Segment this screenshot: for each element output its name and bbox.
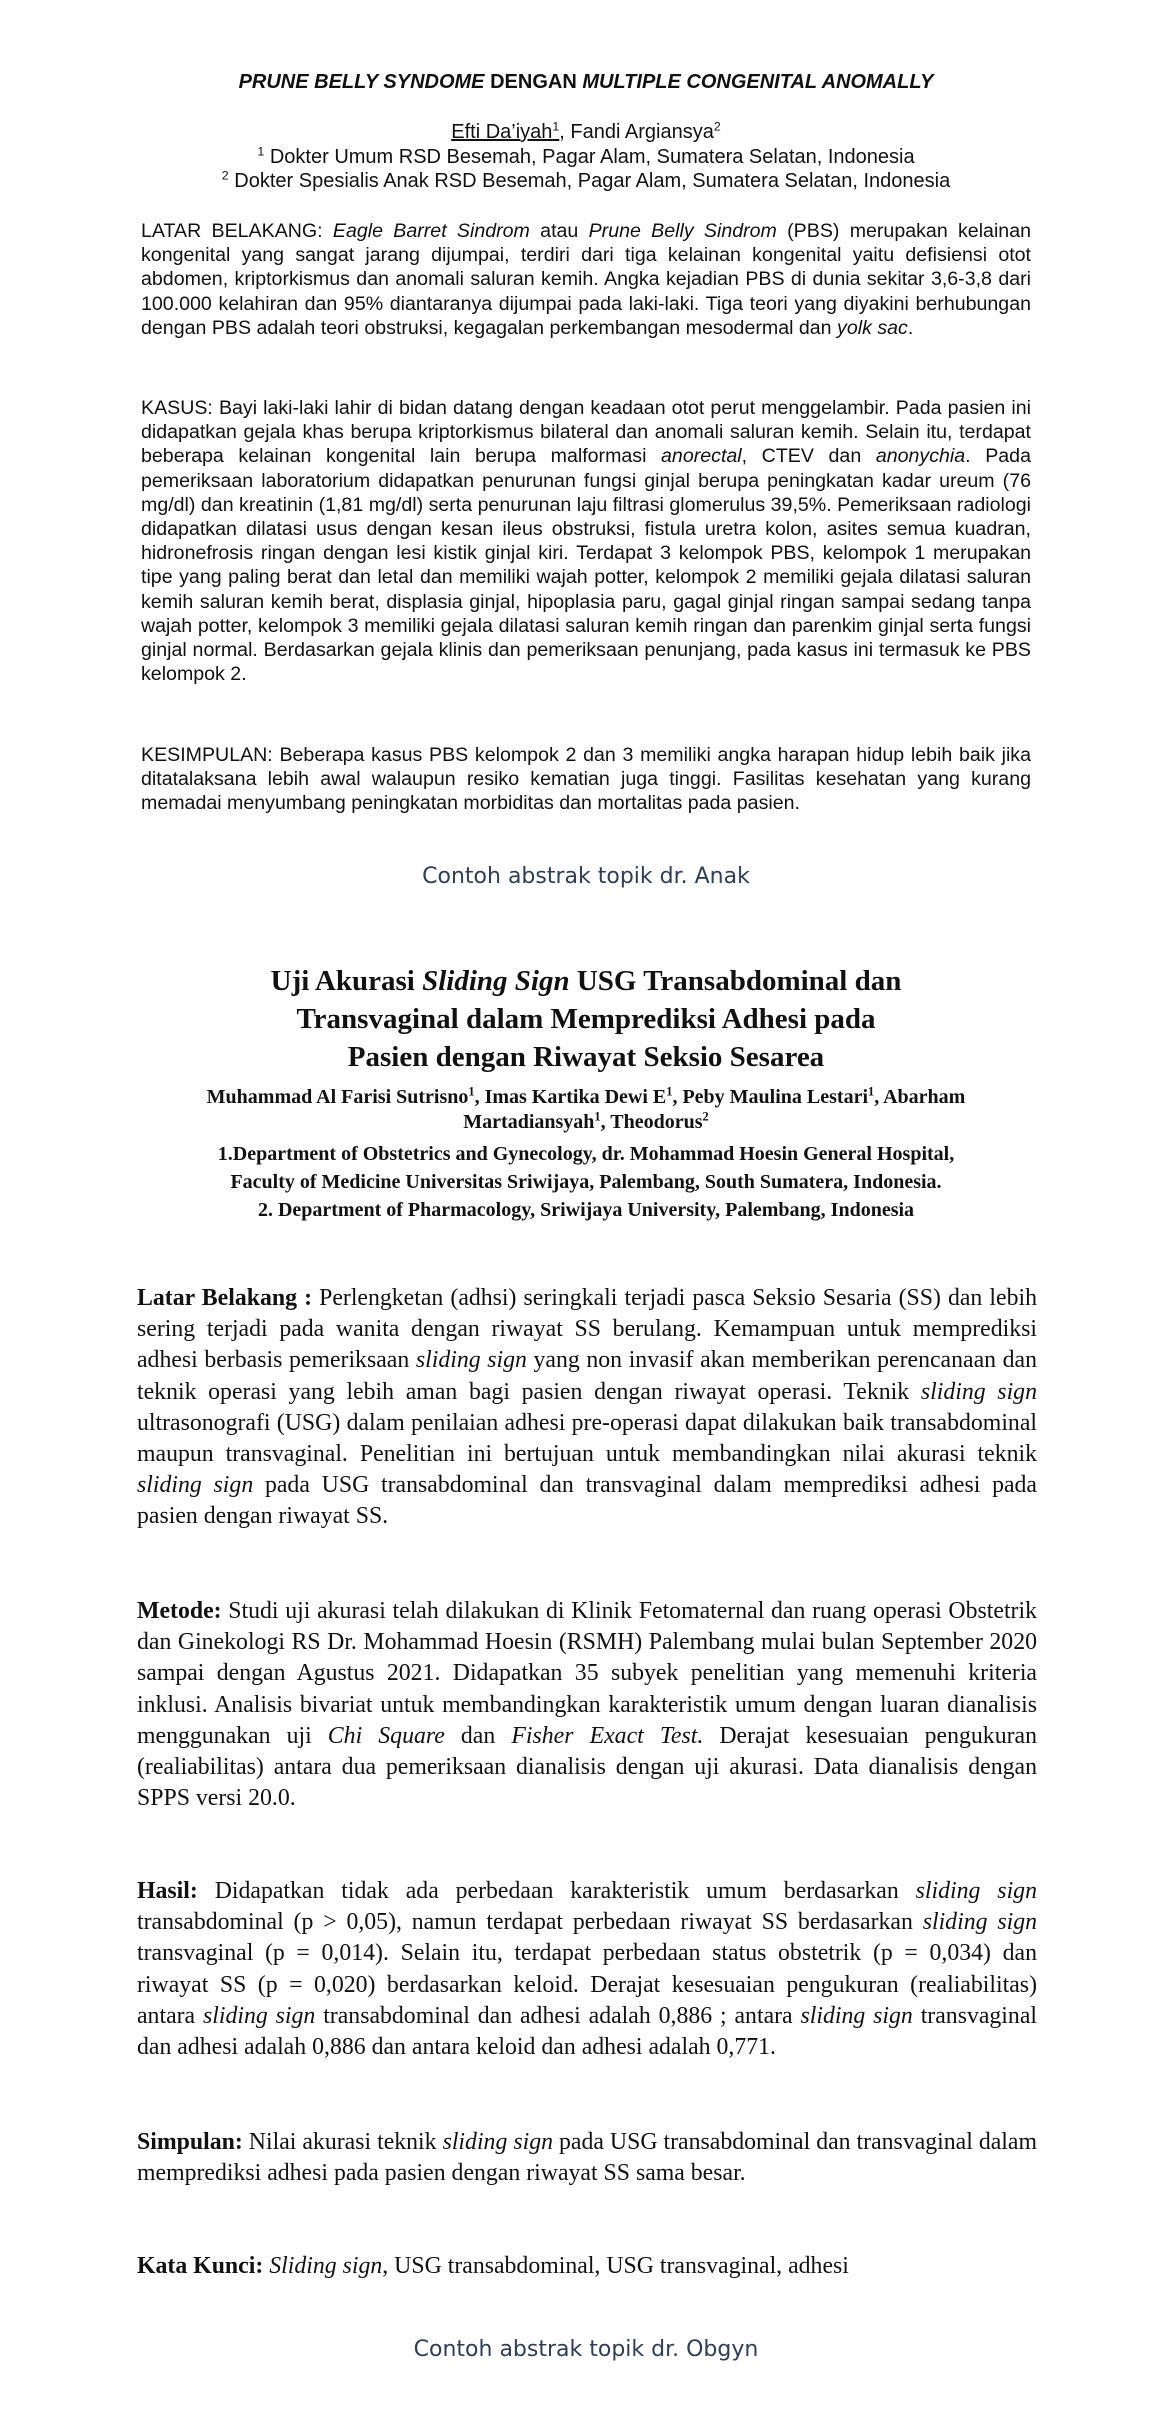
abstract2-conclusion: Simpulan: Nilai akurasi teknik sliding sign pada USG transabdominal dan transvaginal dalam memprediksi adhesi pada pasien dengan riwayat SS sama besar. [137,2129,1037,2187]
caption-pediatrics: Contoh abstrak topik dr. Anak [422,864,750,889]
author-name: Fandi Argiansya [570,121,714,143]
abstract2-background: Latar Belakang : Perlengketan (adhsi) seringkali terjadi pasca Seksio Sesaria (SS) dan lebih sering terjadi pada wanita dengan riwayat SS berulang. Kemampuan untuk memprediksi adhesi berbasis pemeriksaan sliding sign yang non invasif akan memberikan perencanaan dan teknik operasi yang lebih aman bagi pasien dengan riwayat operasi. Teknik sliding sign ultrasonografi (USG) dalam penilaian adhesi pre-operasi dapat dilakukan baik transabdominal maupun transvaginal. Penelitian ini bertujuan untuk membandingkan nilai akurasi teknik sliding sign pada USG transabdominal dan transvaginal dalam memprediksi adhesi pada pasien dengan riwayat SS. [137,1285,1037,1530]
abstract2-result: Hasil: Didapatkan tidak ada perbedaan karakteristik umum berdasarkan sliding sign transabdominal (p > 0,05), namun terdapat perbedaan riwayat SS berdasarkan sliding sign transvaginal (p = 0,014). Selain itu, terdapat perbedaan status obstetrik (p = 0,034) dan riwayat SS (p = 0,020) berdasarkan keloid. Derajat kesesuaian pengukuran (realiabilitas) antara sliding sign transabdominal dan adhesi adalah 0,886 ; antara sliding sign transvaginal dan adhesi adalah 0,886 dan antara keloid dan adhesi adalah 0,771. [137,1878,1037,2061]
author-name: Efti Da’iyah$^1$ [451,119,560,143]
abstract2-title: Uji Akurasi Sliding Sign USG Transabdominal dan Transvaginal dalam Memprediksi Adhesi pada Pasien dengan Riwayat Seksio Sesarea [270,965,902,1073]
affiliation-line: 2. Department of Pharmacology, Sriwijaya University, Palembang, Indonesia [257,1199,915,1221]
abstract2-affiliations [120,1140,1052,1224]
abstract1-title: PRUNE BELLY SYNDOME DENGAN MULTIPLE CONGENITAL ANOMALLY [238,71,934,93]
affiliation-line: $^2$ Dokter Spesialis Anak RSD Besemah, Pagar Alam, Sumatera Selatan, Indonesia [221,168,951,192]
affiliation-line: $^1$ Dokter Umum RSD Besemah, Pagar Alam, Sumatera Selatan, Indonesia [257,144,915,168]
caption-obgyn: Contoh abstrak topik dr. Obgyn [413,2337,759,2362]
abstract2-authors: Muhammad Al Farisi Sutrisno$^1$, Imas Kartika Dewi $E^1$, Peby Maulina Lestari$^1$, Abarham Martadiansyah$^1$, Theodorus$^2$ [206,1084,966,1133]
abstract2-method: Metode: Studi uji akurasi telah dilakukan di Klinik Fetomaternal dan ruang operasi Obstetrik dan Ginekologi RS Dr. Mohammad Hoesin (RSMH) Palembang mulai bulan September 2020 sampai dengan Agustus 2021. Didapatkan 35 subyek penelitian yang memenuhi kriteria inklusi. Analisis bivariat untuk membandingkan karakteristik umum dengan luaran dianalisis menggunakan uji Chi Square dan Fisher Exact Test. Derajat kesesuaian pengukuran (realiabilitas) antara dua pemeriksaan dianalisis dengan uji akurasi. Data dianalisis dengan SPPS versi 20.0. [137,1598,1037,1812]
affiliation-line: 1.Department of Obstetrics and Gynecology, dr. Mohammad Hoesin General Hospital, [217,1143,955,1165]
abstract2-keywords: Kata Kunci: Sliding sign, USG transabdominal, USG transvaginal, adhesi [137,2253,849,2279]
abstract1-affiliations [0,145,1172,193]
affiliation-line: Faculty of Medicine Universitas Sriwijaya, Palembang, South Sumatera, Indonesia. [230,1171,942,1193]
abstract1-case: KASUS: Bayi laki-laki lahir di bidan datang dengan keadaan otot perut menggelambir. Pada pasien ini didapatkan gejala khas berupa kriptorkismus bilateral dan anomali saluran kemih. Selain itu, terdapat beberapa kelainan kongenital lain berupa malformasi anorectal, CTEV dan anonychia. Pada pemeriksaan laboratorium didapatkan penurunan fungsi ginjal berupa peningkatan kadar ureum (76 mg/dl) dan kreatinin (1,81 mg/dl) serta penurunan laju filtrasi glomerulus 39,5%. Pemeriksaan radiologi didapatkan dilatasi usus dengan kesan ileus obstruksi, fistula uretra kolon, asites semua kuadran, hidronefrosis ringan dengan lesi kistik ginjal kiri. Terdapat 3 kelompok PBS, kelompok 1 merupakan tipe yang paling berat dan letal dan memiliki wajah potter, kelompok 2 memiliki gejala dilatasi saluran kemih saluran kemih berat, displasia ginjal, hipoplasia paru, gagal ginjal ringan sampai sedang tanpa wajah potter, kelompok 3 memiliki gejala dilatasi saluran kemih ringan dan parenkim ginjal serta fungsi ginjal normal. Berdasarkan gejala klinis dan pemeriksaan penunjang, pada kasus ini termasuk ke PBS kelompok 2. [141,397,1031,686]
abstract1-authors: Efti Da’iyah$^1$, Fandi Argiansya$^2$ [451,119,721,143]
abstract1-background: LATAR BELAKANG: Eagle Barret Sindrom atau Prune Belly Sindrom (PBS) merupakan kelainan kongenital yang sangat jarang dijumpai, terdiri dari tiga kelainan kongenital yaitu defisiensi otot abdomen, kriptorkismus dan anomali saluran kemih. Angka kejadian PBS di dunia sekitar 3,6-3,8 dari 100.000 kelahiran dan 95% diantaranya dijumpai pada laki-laki. Tiga teori yang diyakini berhubungan dengan PBS adalah teori obstruksi, kegagalan perkembangan mesodermal dan yolk sac. [141,220,1031,339]
abstract1-conclusion: KESIMPULAN: Beberapa kasus PBS kelompok 2 dan 3 memiliki angka harapan hidup lebih baik jika ditatalaksana lebih awal walaupun resiko kematian juga tinggi. Fasilitas kesehatan yang kurang memadai menyumbang peningkatan morbiditas dan mortalitas pada pasien. [141,744,1031,815]
